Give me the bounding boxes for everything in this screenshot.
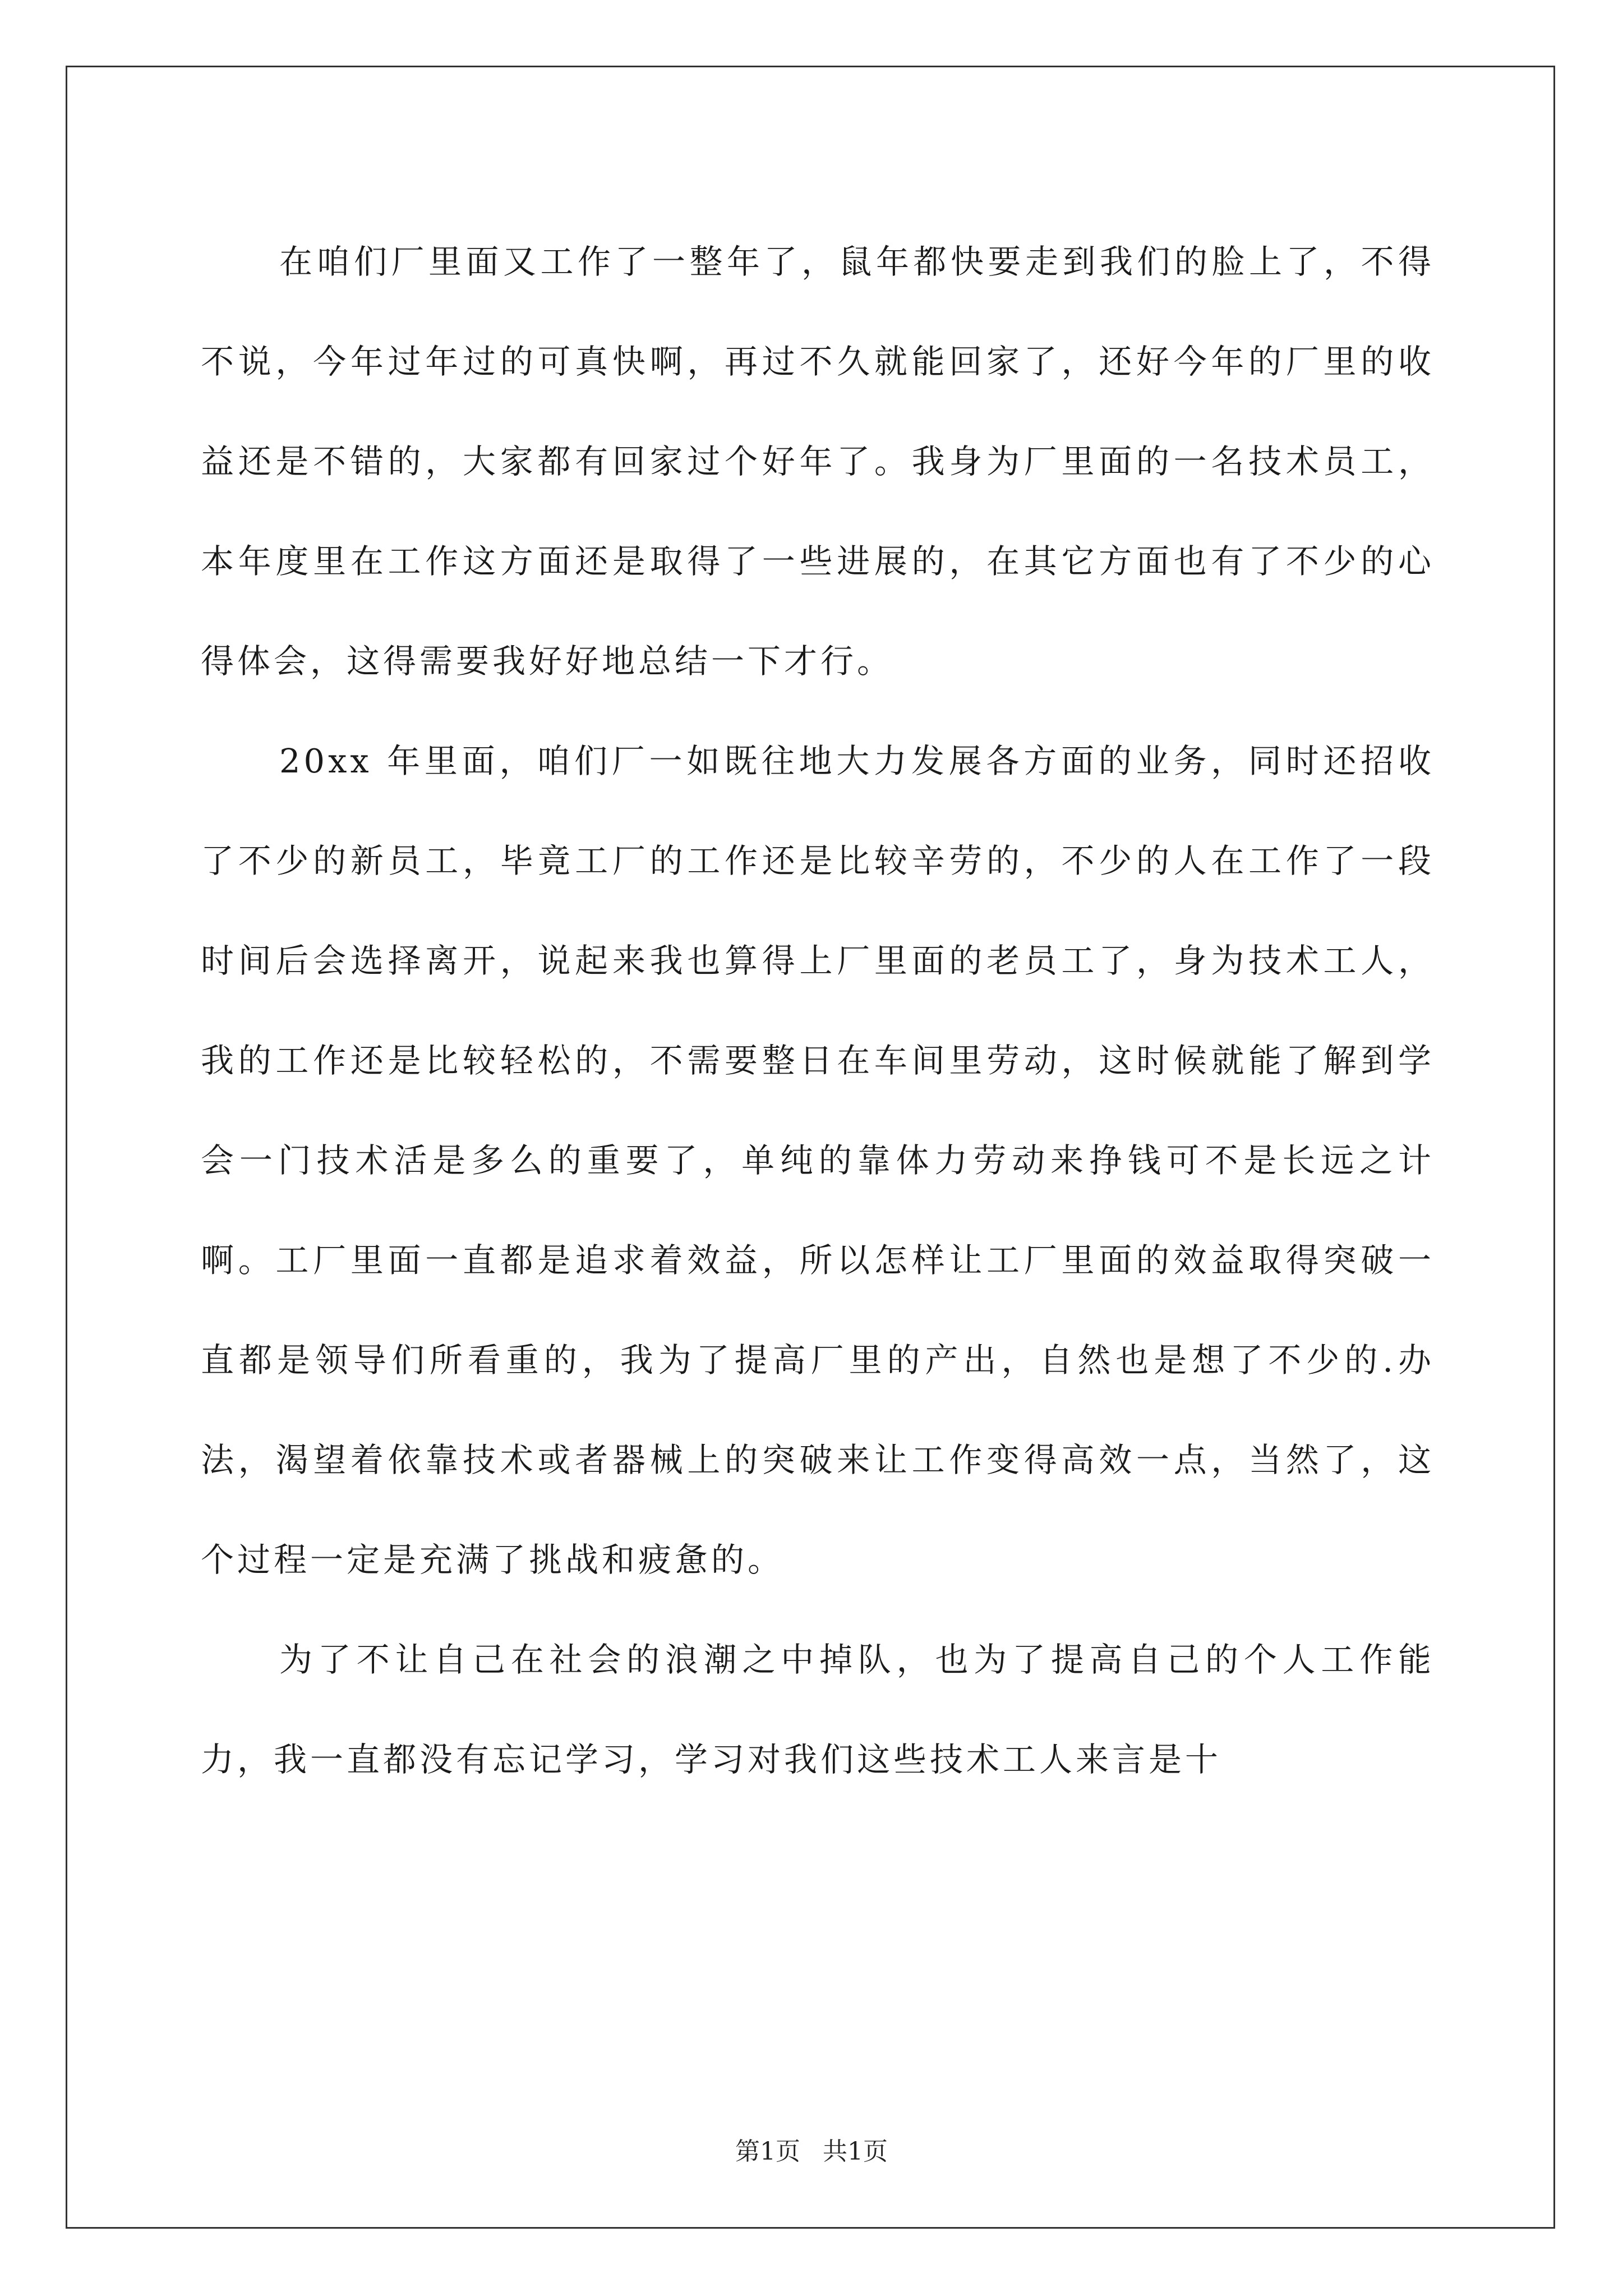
paragraph: 在咱们厂里面又工作了一整年了，鼠年都快要走到我们的脸上了，不得不说，今年过年过的可真快啊，再过不久就能回家了，还好今年的厂里的收益还是不错的，大家都有回家过个好年了。我身为厂里面的一名技术员工，本年度里在工作这方面还是取得了一些进展的，在其它方面也有了不少的心得体会，这得需要我好好地总结一下才行。 — [201, 242, 1435, 680]
document-body — [201, 212, 1435, 1810]
paragraph: 为了不让自己在社会的浪潮之中掉队，也为了提高自己的个人工作能力，我一直都没有忘记学习，学习对我们这些技术工人来言是十 — [201, 1640, 1435, 1779]
page-number: 第1页 — [735, 2137, 800, 2166]
page-footer — [0, 2135, 1623, 2169]
paragraph: 20xx 年里面，咱们厂一如既往地大力发展各方面的业务，同时还招收了不少的新员工，毕竟工厂的工作还是比较辛劳的，不少的人在工作了一段时间后会选择离开，说起来我也算得上厂里面的老员工了，身为技术工人，我的工作还是比较轻松的，不需要整日在车间里劳动，这时候就能了解到学会一门技术活是多么的重要了，单纯的靠体力劳动来挣钱可不是长远之计啊。工厂里面一直都是追求着效益，所以怎样让工厂里面的效益取得突破一直都是领导们所看重的，我为了提高厂里的产出，自然也是想了不少的.办法，渴望着依靠技术或者器械上的突破来让工作变得高效一点，当然了，这个过程一定是充满了挑战和疲惫的。 — [201, 742, 1435, 1579]
page-total: 共1页 — [823, 2137, 888, 2166]
